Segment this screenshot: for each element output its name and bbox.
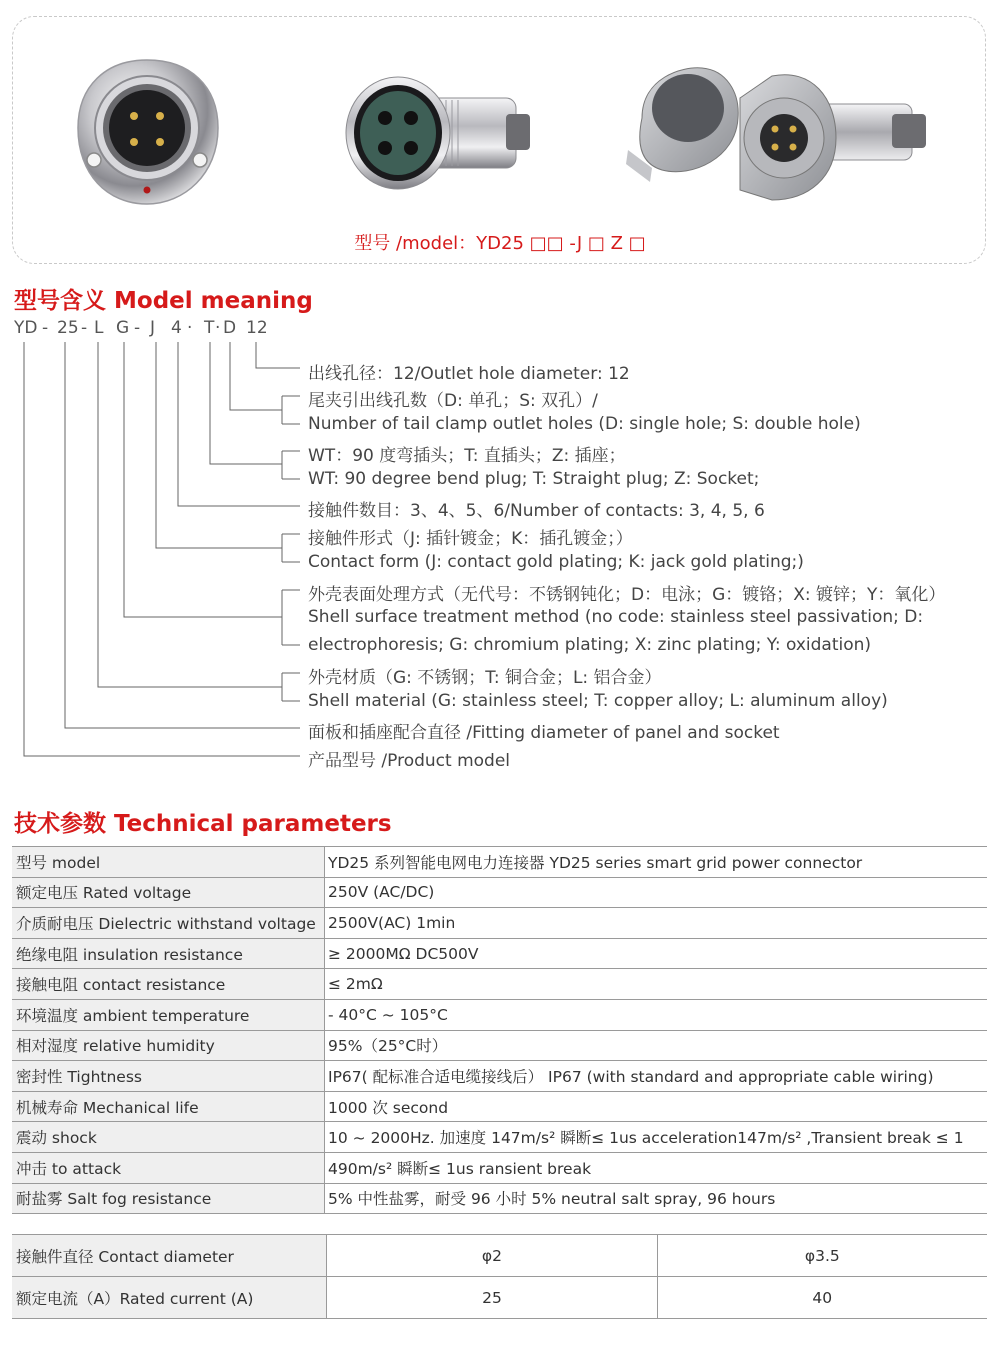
table-cell: φ3.5 (657, 1235, 987, 1277)
param-value: 2500V(AC) 1min (325, 908, 988, 939)
code-part: YD (14, 318, 38, 338)
code-part: 4 (171, 318, 182, 338)
table-cell: φ2 (327, 1235, 657, 1277)
code-part: L (94, 318, 104, 338)
table-row (12, 969, 987, 1000)
legend-line: electrophoresis; G: chromium plating; X: zinc plating; Y: oxidation) (308, 635, 872, 655)
table-row (12, 1030, 987, 1061)
param-label: 耐盐雾 Salt fog resistance (12, 1183, 325, 1214)
table-row (12, 908, 987, 939)
legend-line: 外壳材质（G: 不锈钢；T: 铜合金；L: 铝合金） (308, 668, 662, 688)
param-label: 冲击 to attack (12, 1152, 325, 1183)
code-part: G (116, 318, 130, 338)
legend-line: Number of tail clamp outlet holes (D: single hole; S: double hole) (308, 414, 861, 434)
table-row (12, 847, 987, 878)
param-value: - 40°C ~ 105°C (325, 999, 988, 1030)
param-label: 环境温度 ambient temperature (12, 999, 325, 1030)
code-part: 12 (246, 318, 268, 338)
legend-line: 面板和插座配合直径 /Fitting diameter of panel and socket (308, 723, 780, 743)
param-label: 绝缘电阻 insulation resistance (12, 938, 325, 969)
table-cell: 40 (657, 1277, 987, 1319)
code-part: - (42, 318, 49, 338)
parameters-table (12, 846, 987, 1214)
param-label: 接触电阻 contact resistance (12, 969, 325, 1000)
model-meaning-title: 型号含义 Model meaning (14, 288, 313, 314)
param-value: 250V (AC/DC) (325, 877, 988, 908)
table-cell: 25 (327, 1277, 657, 1319)
code-part: · (187, 318, 193, 338)
legend-line: 接触件数目：3、4、5、6/Number of contacts: 3, 4, 5, 6 (308, 501, 765, 521)
param-value: IP67( 配标准合适电缆接线后） IP67 (with standard and appropriate cable wiring) (325, 1061, 988, 1092)
code-part: 25 (57, 318, 79, 338)
table-row (12, 999, 987, 1030)
legend-line: 外壳表面处理方式（无代号：不锈钢钝化；D：电泳；G：镀铬；X: 镀锌；Y：氧化） (308, 585, 946, 605)
rated-current-label: 额定电流（A）Rated current (A) (12, 1277, 327, 1319)
contact-current-table (12, 1234, 987, 1319)
legend-line: Shell surface treatment method (no code: stainless steel passivation; D: (308, 607, 924, 627)
param-value: 490m/s² 瞬断≤ 1us ransient break (325, 1152, 988, 1183)
code-part: T (204, 318, 215, 338)
code-part: D (223, 318, 237, 338)
contact-diameter-label: 接触件直径 Contact diameter (12, 1235, 327, 1277)
table-row (12, 877, 987, 908)
table-row (12, 1061, 987, 1092)
param-value: YD25 系列智能电网电力连接器 YD25 series smart grid power connector (325, 847, 988, 878)
legend-line: WT：90 度弯插头；T: 直插头；Z: 插座； (308, 446, 626, 466)
param-label: 机械寿命 Mechanical life (12, 1091, 325, 1122)
table-row (12, 1183, 987, 1214)
param-label: 相对湿度 relative humidity (12, 1030, 325, 1061)
table-row (12, 1152, 987, 1183)
table-row (12, 1277, 987, 1319)
legend-line: Contact form (J: contact gold plating; K: jack gold plating;) (308, 552, 804, 572)
param-label: 型号 model (12, 847, 325, 878)
code-part: - (134, 318, 141, 338)
legend-line: 出线孔径：12/Outlet hole diameter: 12 (308, 364, 630, 384)
legend-line: 产品型号 /Product model (308, 751, 511, 771)
param-label: 介质耐电压 Dielectric withstand voltage (12, 908, 325, 939)
param-label: 密封性 Tightness (12, 1061, 325, 1092)
code-part: J (150, 318, 156, 338)
param-label: 震动 shock (12, 1122, 325, 1153)
param-value: ≤ 2mΩ (325, 969, 988, 1000)
model-caption: 型号 /model：YD25 □□ -J □ Z □ (354, 233, 646, 254)
table-row (12, 1091, 987, 1122)
param-label: 额定电压 Rated voltage (12, 877, 325, 908)
legend-line: 尾夹引出线孔数（D: 单孔；S: 双孔）/ (308, 391, 598, 411)
table-row (12, 1235, 987, 1277)
legend-line: Shell material (G: stainless steel; T: copper alloy; L: aluminum alloy) (308, 691, 888, 711)
legend-line: 接触件形式（J: 插针镀金；K：插孔镀金；） (308, 529, 633, 549)
legend-line: WT: 90 degree bend plug; T: Straight plug; Z: Socket; (308, 469, 760, 489)
param-value: ≥ 2000MΩ DC500V (325, 938, 988, 969)
param-value: 1000 次 second (325, 1091, 988, 1122)
code-part: - (81, 318, 88, 338)
param-value: 95%（25°C时） (325, 1030, 988, 1061)
code-part: · (215, 318, 221, 338)
table-row (12, 1122, 987, 1153)
param-value: 10 ~ 2000Hz. 加速度 147m/s² 瞬断≤ 1us acceleration147m/s² ,Transient break ≤ 1 (325, 1122, 988, 1153)
param-value: 5% 中性盐雾，耐受 96 小时 5% neutral salt spray, 96 hours (325, 1183, 988, 1214)
table-row (12, 938, 987, 969)
technical-parameters-title: 技术参数 Technical parameters (14, 811, 392, 837)
